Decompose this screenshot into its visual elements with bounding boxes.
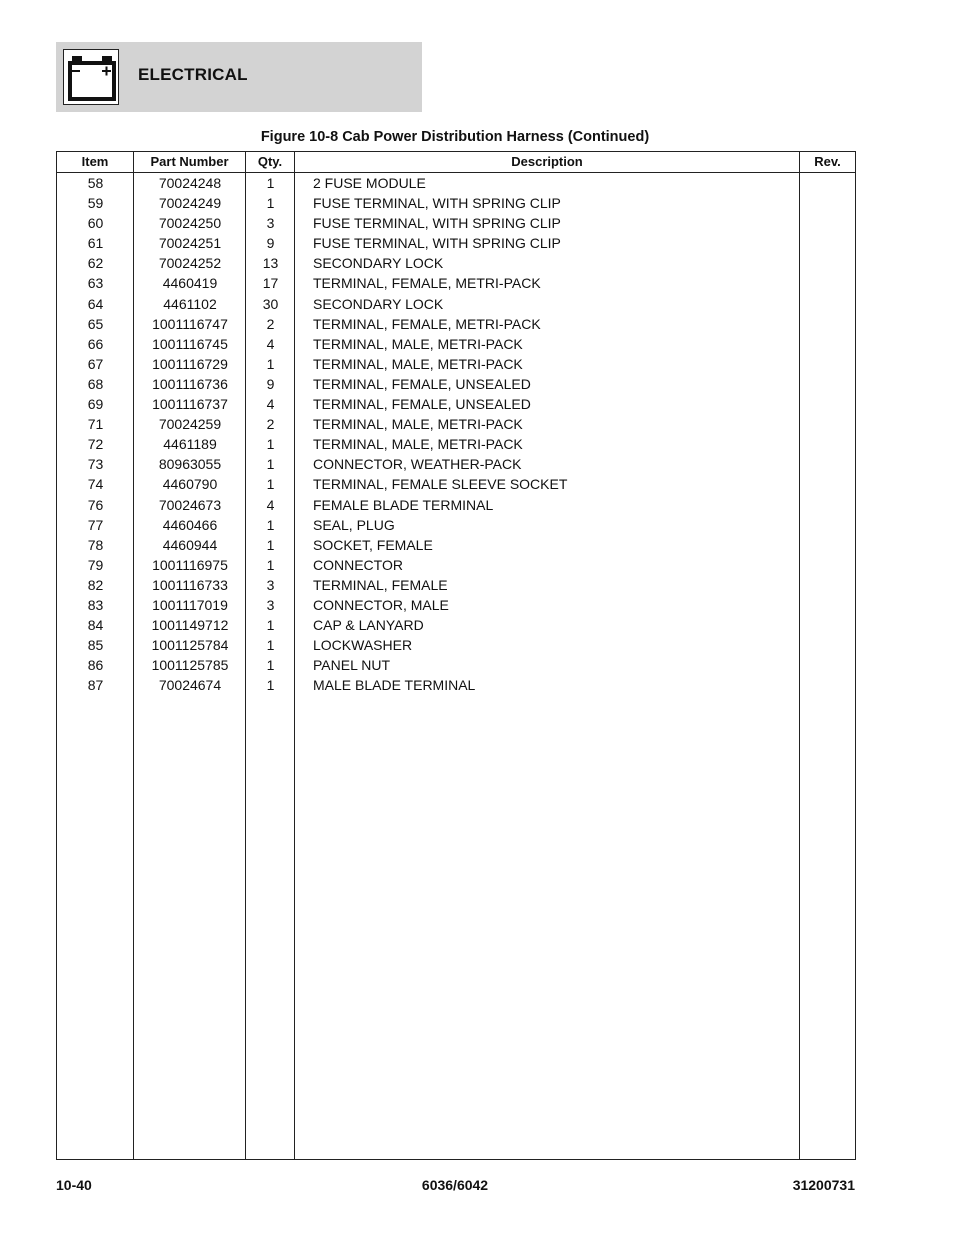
item-cell: 82 [87, 576, 104, 593]
table-row [57, 173, 855, 193]
item-cell: 59 [87, 195, 104, 212]
table-row [57, 515, 855, 535]
item-cell: 78 [87, 536, 104, 553]
qty-cell: 17 [262, 275, 279, 292]
qty-cell: 3 [266, 576, 275, 593]
part-number-cell: 4461189 [163, 436, 217, 453]
description-cell: FUSE TERMINAL, WITH SPRING CLIP [313, 215, 561, 232]
qty-cell: 1 [266, 516, 275, 533]
item-cell: 73 [87, 456, 104, 473]
qty-cell: 4 [266, 335, 275, 352]
item-cell: 62 [87, 255, 104, 272]
part-number-cell: 70024251 [158, 235, 222, 252]
qty-cell: 1 [266, 617, 275, 634]
part-number-cell: 70024674 [158, 677, 222, 694]
item-cell: 74 [87, 476, 104, 493]
part-number-cell: 1001125785 [151, 657, 229, 674]
qty-cell: 1 [266, 556, 275, 573]
item-cell: 87 [87, 677, 104, 694]
description-cell: SECONDARY LOCK [313, 255, 444, 272]
item-cell: 71 [87, 416, 104, 433]
table-row [57, 374, 855, 394]
qty-cell: 13 [262, 255, 279, 272]
qty-cell: 9 [266, 235, 275, 252]
figure-title: Figure 10-8 Cab Power Distribution Harness (Continued) [260, 129, 650, 145]
description-cell: TERMINAL, FEMALE, UNSEALED [313, 396, 531, 413]
description-cell: MALE BLADE TERMINAL [313, 677, 476, 694]
qty-cell: 1 [266, 436, 275, 453]
table-row [57, 213, 855, 233]
table-row [57, 233, 855, 253]
description-cell: FUSE TERMINAL, WITH SPRING CLIP [313, 195, 561, 212]
qty-cell: 1 [266, 476, 275, 493]
qty-cell: 3 [266, 215, 275, 232]
description-cell: TERMINAL, FEMALE, METRI-PACK [313, 315, 541, 332]
section-header [56, 42, 422, 112]
qty-cell: 4 [266, 496, 275, 513]
qty-cell: 1 [266, 456, 275, 473]
table-row [57, 394, 855, 414]
part-number-cell: 4460419 [162, 275, 218, 292]
table-row [57, 495, 855, 515]
document-number: 31200731 [792, 1177, 855, 1193]
item-cell: 72 [87, 436, 104, 453]
section-title: ELECTRICAL [138, 65, 248, 84]
description-cell: CAP & LANYARD [313, 617, 424, 634]
qty-cell: 30 [262, 295, 279, 312]
description-cell: SECONDARY LOCK [313, 295, 444, 312]
model-number: 6036/6042 [421, 1177, 489, 1193]
table-row [57, 474, 855, 494]
header-part-number: Part Number [150, 154, 229, 169]
item-cell: 69 [87, 396, 104, 413]
description-cell: LOCKWASHER [313, 637, 413, 654]
item-cell: 58 [87, 175, 104, 191]
part-number-cell: 1001149712 [151, 617, 229, 634]
parts-table [56, 151, 856, 1160]
description-cell: TERMINAL, MALE, METRI-PACK [313, 436, 523, 453]
qty-cell: 1 [266, 536, 275, 553]
part-number-cell: 70024249 [158, 195, 222, 212]
header-item: Item [81, 154, 109, 169]
description-cell: TERMINAL, MALE, METRI-PACK [313, 335, 523, 352]
table-row [57, 273, 855, 293]
part-number-cell: 1001116736 [152, 375, 228, 392]
table-row [57, 434, 855, 454]
item-cell: 68 [87, 375, 104, 392]
item-cell: 77 [87, 516, 104, 533]
description-cell: CONNECTOR [313, 556, 403, 573]
description-cell: TERMINAL, FEMALE [313, 576, 448, 593]
qty-cell: 2 [266, 416, 275, 433]
qty-cell: 1 [266, 195, 275, 212]
description-cell: PANEL NUT [313, 657, 391, 674]
table-row [57, 414, 855, 434]
header-qty: Qty. [257, 154, 283, 169]
table-row [57, 454, 855, 474]
item-cell: 61 [87, 235, 104, 252]
qty-cell: 4 [266, 396, 275, 413]
description-cell: TERMINAL, MALE, METRI-PACK [313, 355, 523, 372]
description-cell: SEAL, PLUG [313, 516, 395, 533]
part-number-cell: 4461102 [163, 295, 217, 312]
table-row [57, 334, 855, 354]
qty-cell: 2 [266, 315, 275, 332]
qty-cell: 1 [266, 677, 275, 694]
item-cell: 60 [87, 215, 104, 232]
table-row [57, 575, 855, 595]
qty-cell: 1 [266, 637, 275, 654]
table-row [57, 595, 855, 615]
part-number-cell: 4460944 [162, 536, 218, 553]
table-row [57, 314, 855, 334]
description-cell: TERMINAL, MALE, METRI-PACK [313, 416, 523, 433]
description-cell: SOCKET, FEMALE [313, 536, 433, 553]
part-number-cell: 1001125784 [151, 637, 229, 654]
item-cell: 83 [87, 596, 104, 613]
item-cell: 64 [87, 295, 104, 312]
header-description: Description [511, 154, 583, 169]
table-row [57, 615, 855, 635]
part-number-cell: 1001116733 [152, 576, 228, 593]
part-number-cell: 4460466 [162, 516, 218, 533]
table-row [57, 635, 855, 655]
item-cell: 65 [87, 315, 104, 332]
page-number: 10-40 [56, 1177, 92, 1193]
part-number-cell: 4460790 [162, 476, 218, 493]
item-cell: 63 [87, 275, 104, 292]
qty-cell: 1 [266, 355, 275, 372]
part-number-cell: 1001116745 [152, 335, 228, 352]
part-number-cell: 70024673 [158, 496, 222, 513]
item-cell: 86 [87, 657, 104, 674]
table-row [57, 294, 855, 314]
description-cell: CONNECTOR, WEATHER-PACK [313, 456, 522, 473]
table-row [57, 354, 855, 374]
description-cell: FUSE TERMINAL, WITH SPRING CLIP [313, 235, 561, 252]
table-row [57, 535, 855, 555]
table-body [57, 173, 855, 695]
description-cell: CONNECTOR, MALE [313, 596, 449, 613]
qty-cell: 1 [266, 175, 275, 191]
item-cell: 85 [87, 637, 104, 654]
part-number-cell: 70024259 [158, 416, 222, 433]
item-cell: 66 [87, 335, 104, 352]
description-cell: TERMINAL, FEMALE, UNSEALED [313, 375, 531, 392]
part-number-cell: 1001117019 [152, 596, 228, 613]
item-cell: 84 [87, 617, 104, 634]
table-row [57, 655, 855, 675]
description-cell: TERMINAL, FEMALE, METRI-PACK [313, 275, 541, 292]
qty-cell: 9 [266, 375, 275, 392]
header-rev: Rev. [814, 154, 841, 169]
description-cell: FEMALE BLADE TERMINAL [313, 496, 494, 513]
table-row [57, 253, 855, 273]
description-cell: 2 FUSE MODULE [313, 175, 426, 191]
part-number-cell: 1001116737 [152, 396, 228, 413]
qty-cell: 1 [266, 657, 275, 674]
part-number-cell: 1001116747 [152, 315, 228, 332]
part-number-cell: 70024252 [158, 255, 222, 272]
table-row [57, 193, 855, 213]
part-number-cell: 1001116975 [152, 556, 228, 573]
item-cell: 67 [87, 355, 104, 372]
part-number-cell: 70024250 [158, 215, 222, 232]
qty-cell: 3 [266, 596, 275, 613]
item-cell: 79 [87, 556, 104, 573]
description-cell: TERMINAL, FEMALE SLEEVE SOCKET [313, 476, 568, 493]
part-number-cell: 1001116729 [152, 355, 228, 372]
battery-icon [63, 49, 119, 105]
part-number-cell: 80963055 [158, 456, 222, 473]
part-number-cell: 70024248 [158, 175, 222, 191]
table-row [57, 675, 855, 695]
table-row [57, 555, 855, 575]
item-cell: 76 [87, 496, 104, 513]
